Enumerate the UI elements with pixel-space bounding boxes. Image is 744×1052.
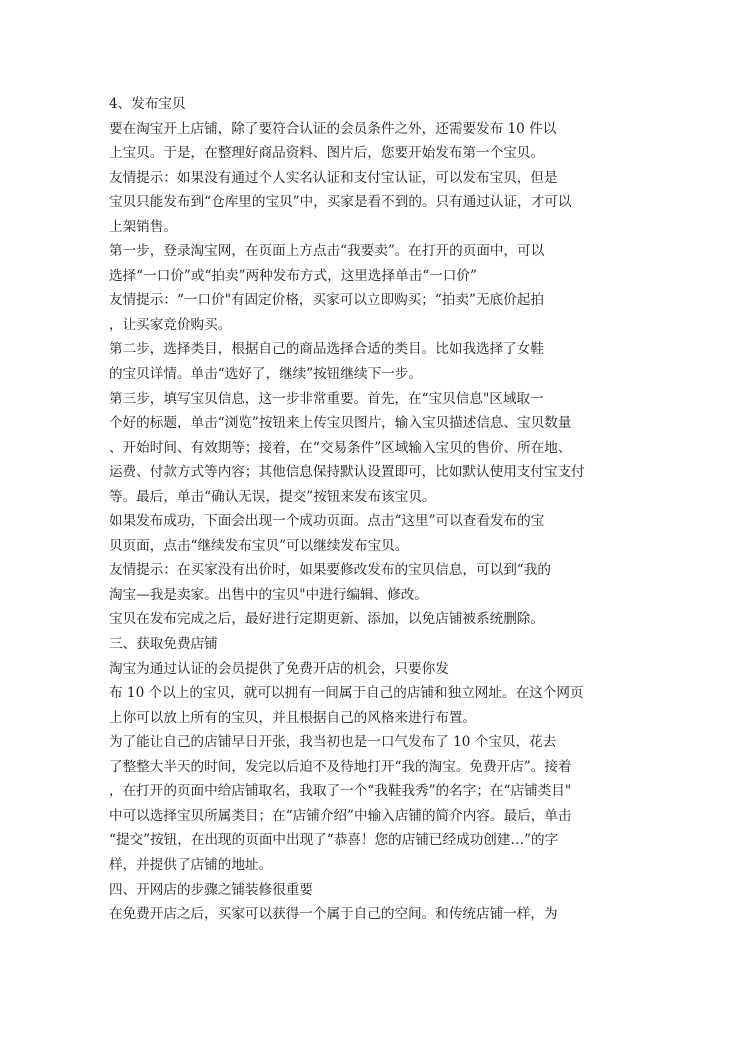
text-line: 如果发布成功，下面会出现一个成功页面。点击“这里”可以查看发布的宝 xyxy=(109,513,545,530)
text-line: 样，并提供了店铺的地址。 xyxy=(109,856,273,873)
text-line: 在免费开店之后，买家可以获得一个属于自己的空间。和传统店铺一样，为 xyxy=(109,906,558,923)
text-line: 第二步，选择类目，根据自己的商品选择合适的类目。比如我选择了女鞋 xyxy=(109,341,544,358)
text-line: 宝贝只能发布到“仓库里的宝贝”中，买家是看不到的。只有通过认证，才可以 xyxy=(109,194,572,211)
text-line: 的宝贝详情。单击“选好了，继续”按钮继续下一步。 xyxy=(109,366,422,383)
text-line: ，在打开的页面中给店铺取名，我取了一个“我鞋我秀”的名字；在“店铺类目" xyxy=(109,783,572,800)
text-line: 选择“一口价”或“拍卖”两种发布方式，这里选择单击“一口价” xyxy=(109,267,477,284)
text-line: 第三步，填写宝贝信息，这一步非常重要。首先，在“宝贝信息"区域取一 xyxy=(109,390,544,407)
text-line: 友情提示：在买家没有出价时，如果要修改发布的宝贝信息，可以到“我的 xyxy=(109,562,551,579)
text-line: 要在淘宝开上店铺，除了要符合认证的会员条件之外，还需要发布 10 件以 xyxy=(109,120,557,137)
text-line: 友情提示：“一口价"有固定价格，买家可以立即购买；“拍卖”无底价起拍 xyxy=(109,292,544,309)
text-line: 布 10 个以上的宝贝，就可以拥有一间属于自己的店铺和独立网址。在这个网页 xyxy=(109,685,584,702)
text-line: 运费、付款方式等内容；其他信息保持默认设置即可，比如默认使用支付宝支付 xyxy=(109,464,585,481)
text-line: 等。最后，单击“确认无误，提交”按钮来发布该宝贝。 xyxy=(109,488,436,505)
text-line: 个好的标题，单击“浏览”按钮来上传宝贝图片，输入宝贝描述信息、宝贝数量 xyxy=(109,415,572,432)
text-line: 四、开网店的步骤之铺装修很重要 xyxy=(109,881,313,898)
text-line: 了整整大半天的时间，发完以后迫不及待地打开“我的淘宝。免费开店”。接着 xyxy=(109,758,572,775)
text-line: 中可以选择宝贝所属类目；在“店铺介绍”中输入店铺的简介内容。最后，单击 xyxy=(109,807,572,824)
text-line: 、开始时间、有效期等；接着，在“交易条件”区域输入宝贝的售价、所在地、 xyxy=(109,439,572,456)
text-line: 淘宝—我是卖家。出售中的宝贝"中进行编辑、修改。 xyxy=(109,586,428,603)
text-line: 友情提示：如果没有通过个人实名认证和支付宝认证，可以发布宝贝，但是 xyxy=(109,169,558,186)
document-body xyxy=(109,92,585,927)
text-line: 三、获取免费店铺 xyxy=(109,636,218,653)
text-line: 宝贝在发布完成之后，最好进行定期更新、添加，以免店铺被系统删除。 xyxy=(109,611,544,628)
text-line: 第一步，登录淘宝网，在页面上方点击“我要卖”。在打开的页面中，可以 xyxy=(109,243,545,260)
text-line: ，让买家竞价购买。 xyxy=(109,316,232,333)
text-line: 为了能让自己的店铺早日开张，我当初也是一口气发布了 10 个宝贝，花去 xyxy=(109,734,557,751)
text-line: 上你可以放上所有的宝贝，并且根据自己的风格来进行布置。 xyxy=(109,709,477,726)
text-line: 上宝贝。于是，在整理好商品资料、图片后，您要开始发布第一个宝贝。 xyxy=(109,145,544,162)
text-line: “提交”按钮，在出现的页面中出现了“恭喜！您的店铺已经成功创建…”的字 xyxy=(109,832,559,849)
text-line: 淘宝为通过认证的会员提供了免费开店的机会，只要你发 xyxy=(109,660,449,677)
text-line: 4、发布宝贝 xyxy=(109,96,186,112)
text-line: 上架销售。 xyxy=(109,218,177,235)
text-line: 贝页面，点击“继续发布宝贝”可以继续发布宝贝。 xyxy=(109,537,409,554)
